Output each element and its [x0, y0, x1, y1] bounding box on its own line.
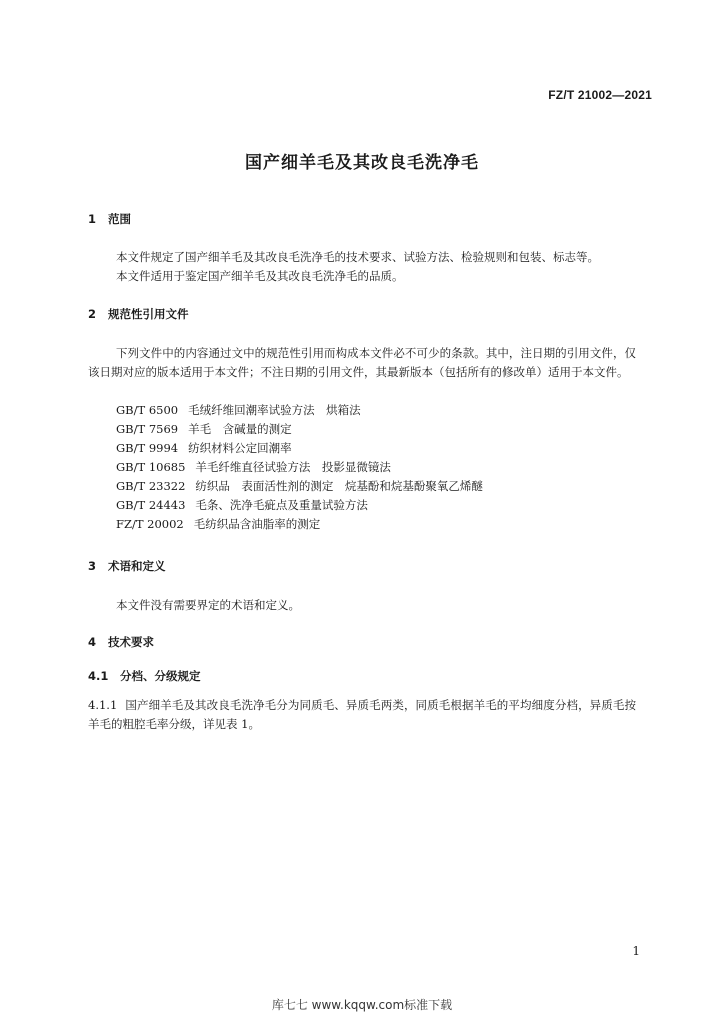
reference-title: 纺织材料公定回潮率: [188, 441, 292, 455]
section-title: 规范性引用文件: [108, 307, 189, 321]
clause-4-1-1: [88, 696, 636, 734]
section-number: 4: [88, 635, 97, 649]
subsection-number: 4.1: [88, 669, 109, 683]
subsection-title: 分档、分级规定: [120, 669, 201, 683]
reference-code: GB/T 7569: [116, 422, 179, 436]
section-title: 范围: [108, 212, 131, 226]
reference-title: 毛绒纤维回潮率试验方法 烘箱法: [188, 403, 361, 417]
reference-title: 毛条、洗净毛疵点及重量试验方法: [195, 498, 368, 512]
reference-code: GB/T 9994: [116, 441, 179, 455]
reference-item: [116, 515, 483, 534]
section-title: 术语和定义: [108, 559, 166, 573]
section-2-heading: [88, 306, 189, 322]
footer-watermark: 库七七 www.kqqw.com标准下载: [271, 998, 453, 1012]
references-intro-text: 下列文件中的内容通过文中的规范性引用而构成本文件必不可少的条款。其中，注日期的引用文件，仅该日期对应的版本适用于本文件；不注日期的引用文件，其最新版本（包括所有的修改单）适用于本文件。: [88, 346, 636, 379]
reference-title: 羊毛 含碱量的测定: [188, 422, 292, 436]
reference-item: [116, 439, 483, 458]
reference-title: 纺织品 表面活性剂的测定 烷基酚和烷基酚聚氧乙烯醚: [195, 479, 483, 493]
reference-item: [116, 401, 483, 420]
clause-number: 4.1.1: [88, 698, 118, 712]
subsection-4-1-heading: [88, 668, 201, 684]
reference-item: [116, 458, 483, 477]
section-4-heading: [88, 634, 154, 650]
reference-code: GB/T 24443: [116, 498, 186, 512]
section-number: 3: [88, 559, 97, 573]
reference-list: [116, 401, 483, 534]
reference-code: GB/T 10685: [116, 460, 186, 474]
section-3-heading: [88, 558, 166, 574]
section-title: 技术要求: [108, 635, 154, 649]
terms-paragraph: 本文件没有需要界定的术语和定义。: [116, 598, 300, 612]
reference-title: 羊毛纤维直径试验方法 投影显微镜法: [195, 460, 391, 474]
reference-code: GB/T 6500: [116, 403, 179, 417]
reference-item: [116, 477, 483, 496]
section-1-heading: [88, 211, 131, 227]
reference-title: 毛纺织品含油脂率的测定: [193, 517, 321, 531]
reference-code: GB/T 23322: [116, 479, 186, 493]
reference-item: [116, 420, 483, 439]
reference-code: FZ/T 20002: [116, 517, 184, 531]
reference-item: [116, 496, 483, 515]
scope-paragraph-1: 本文件规定了国产细羊毛及其改良毛洗净毛的技术要求、试验方法、检验规则和包装、标志等。: [116, 250, 599, 264]
clause-text: 国产细羊毛及其改良毛洗净毛分为同质毛、异质毛两类，同质毛根据羊毛的平均细度分档，异质毛按羊毛的粗腔毛率分级，详见表 1。: [88, 698, 636, 731]
document-title: 国产细羊毛及其改良毛洗净毛: [245, 153, 479, 173]
section-number: 1: [88, 212, 97, 226]
section-number: 2: [88, 307, 97, 321]
references-intro: [88, 344, 636, 382]
page-number: 1: [632, 944, 640, 958]
standard-code: FZ/T 21002—2021: [548, 88, 652, 102]
scope-paragraph-2: 本文件适用于鉴定国产细羊毛及其改良毛洗净毛的品质。: [116, 269, 404, 283]
